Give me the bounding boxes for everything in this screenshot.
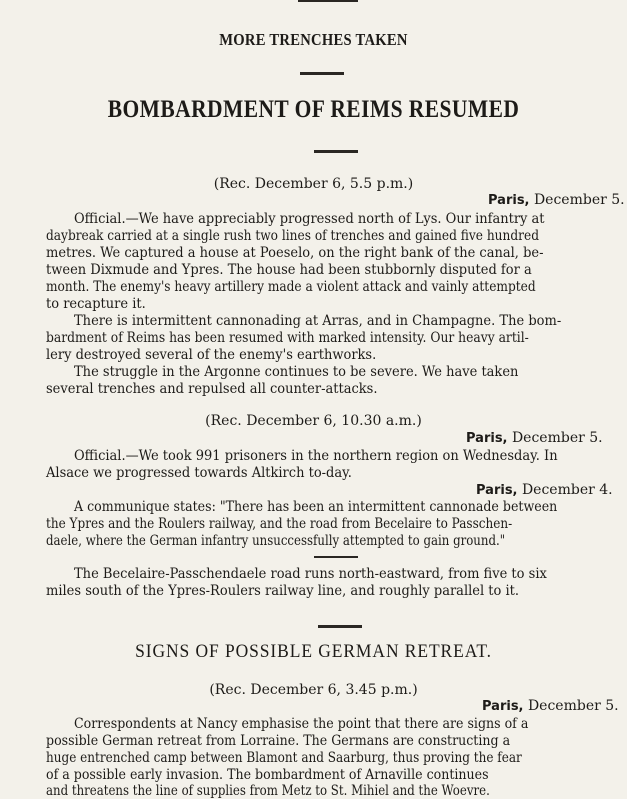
headline-more-trenches: MORE TRENCHES TAKEN: [219, 30, 408, 49]
received-stamp: (Rec. December 6, 10.30 a.m.): [205, 413, 422, 429]
paragraph-line: Alsace we progressed towards Altkirch to-day.: [46, 465, 352, 481]
dateline-date: December 5.: [507, 430, 603, 446]
paragraph-line: the Ypres and the Roulers railway, and the road from Becelaire to Passchen-: [46, 516, 513, 532]
dateline-date: December 5.: [523, 698, 619, 714]
paragraph-line: Correspondents at Nancy emphasise the point that there are signs of a: [74, 716, 529, 732]
paragraph-line: month. The enemy's heavy artillery made a violent attack and vainly attempted: [46, 279, 536, 295]
dateline-place: Paris,: [488, 193, 530, 208]
paragraph-line: There is intermittent cannonading at Arras, and in Champagne. The bom-: [74, 313, 562, 329]
dateline-place: Paris,: [466, 431, 508, 446]
dateline: [482, 698, 619, 714]
paragraph-line: Official.—We have appreciably progressed north of Lys. Our infantry at: [74, 211, 545, 227]
paragraph-line: Official.—We took 991 prisoners in the northern region on Wednesday. In: [74, 448, 558, 464]
received-stamp: (Rec. December 6, 5.5 p.m.): [213, 176, 414, 192]
received-stamp: (Rec. December 6, 3.45 p.m.): [209, 682, 418, 698]
dateline: [476, 482, 613, 498]
divider: [318, 625, 362, 628]
paragraph-line: The struggle in the Argonne continues to be severe. We have taken: [74, 364, 519, 380]
headline-bombardment: BOMBARDMENT OF REIMS RESUMED: [107, 96, 520, 123]
paragraph-line: daele, where the German infantry unsuccessfully attempted to gain ground.": [46, 533, 506, 549]
dateline-date: December 4.: [517, 482, 613, 498]
divider: [300, 72, 344, 75]
paragraph-line: lery destroyed several of the enemy's earthworks.: [46, 347, 377, 363]
paragraph-line: daybreak carried at a single rush two lines of trenches and gained five hundred: [46, 228, 540, 244]
paragraph-line: possible German retreat from Lorraine. The Germans are constructing a: [46, 733, 511, 749]
paragraph-line: bardment of Reims has been resumed with marked intensity. Our heavy artil-: [46, 330, 529, 346]
dateline-place: Paris,: [482, 699, 524, 714]
paragraph-line: and threatens the line of supplies from Metz to St. Mihiel and the Woevre.: [46, 783, 490, 799]
dateline-date: December 5.: [529, 192, 625, 208]
dateline: [466, 430, 603, 446]
paragraph-line: of a possible early invasion. The bombardment of Arnaville continues: [46, 767, 489, 783]
paragraph-line: several trenches and repulsed all counter-attacks.: [46, 381, 378, 397]
dateline: [488, 192, 625, 208]
headline-german-retreat: SIGNS OF POSSIBLE GERMAN RETREAT.: [135, 641, 492, 662]
divider: [314, 150, 358, 153]
top-rule: [298, 0, 358, 2]
paragraph-line: miles south of the Ypres-Roulers railway line, and roughly parallel to it.: [46, 583, 520, 599]
paragraph-line: A communique states: "There has been an intermittent cannonade between: [74, 499, 558, 515]
dateline-place: Paris,: [476, 483, 518, 498]
paragraph-line: to recapture it.: [46, 296, 146, 312]
divider: [314, 556, 358, 558]
paragraph-line: The Becelaire-Passchendaele road runs north-eastward, from five to six: [74, 566, 547, 582]
paragraph-line: huge entrenched camp between Blamont and Saarburg, thus proving the fear: [46, 750, 522, 766]
paragraph-line: tween Dixmude and Ypres. The house had been stubbornly disputed for a: [46, 262, 532, 278]
paragraph-line: metres. We captured a house at Poeselo, on the right bank of the canal, be-: [46, 245, 544, 261]
